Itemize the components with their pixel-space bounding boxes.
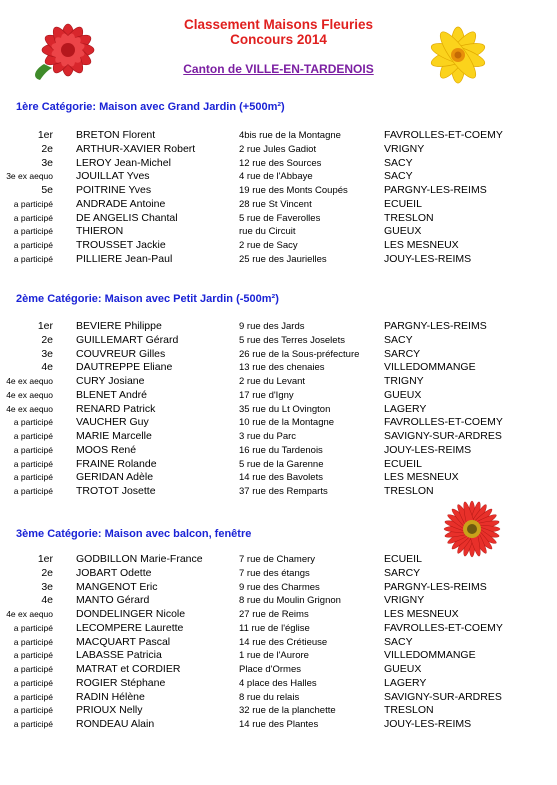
- rank-cell: 4e ex aequo: [6, 389, 53, 400]
- address-cell: 14 rue des Bavolets: [239, 472, 323, 484]
- table-row: [0, 485, 557, 499]
- table-row: [0, 636, 557, 650]
- rank-cell: 2e: [41, 142, 53, 155]
- address-cell: 2 rue de Sacy: [239, 240, 298, 251]
- name-cell: LEROY Jean-Michel: [76, 156, 171, 169]
- rank-cell: a participé: [13, 486, 53, 496]
- table-row: [0, 212, 557, 226]
- address-cell: 27 rue de Reims: [239, 609, 309, 620]
- city-cell: VILLEDOMMANGE: [384, 361, 476, 374]
- name-cell: LECOMPERE Laurette: [76, 621, 184, 634]
- document-subtitle-year: Concours 2014: [230, 32, 327, 47]
- city-cell: SARCY: [384, 347, 421, 360]
- table-row: [0, 157, 557, 171]
- address-cell: 2 rue du Levant: [239, 376, 306, 387]
- table-row: [0, 334, 557, 348]
- rank-cell: a participé: [13, 719, 53, 729]
- name-cell: BRETON Florent: [76, 129, 156, 141]
- canton-heading: Canton de VILLE-EN-TARDENOIS: [183, 62, 374, 76]
- name-cell: BEVIERE Philippe: [76, 320, 162, 332]
- name-cell: DONDELINGER Nicole: [76, 608, 186, 620]
- rank-cell: a participé: [13, 444, 53, 455]
- name-cell: THIERON: [76, 225, 124, 238]
- address-cell: 5 rue des Terres Joselets: [239, 334, 345, 346]
- table-row: [0, 471, 557, 485]
- address-cell: 35 rue du Lt Ovington: [239, 403, 331, 415]
- rank-cell: a participé: [13, 212, 53, 223]
- table-row: [0, 581, 557, 595]
- name-cell: COUVREUR Gilles: [76, 347, 166, 360]
- table-row: [0, 622, 557, 636]
- table-row: [0, 253, 557, 267]
- rank-cell: a participé: [13, 664, 53, 674]
- city-cell: ECUEIL: [384, 457, 422, 470]
- name-cell: CURY Josiane: [76, 375, 145, 387]
- category-3-list: [0, 553, 557, 732]
- city-cell: GUEUX: [384, 225, 422, 238]
- address-cell: 28 rue St Vincent: [239, 198, 312, 210]
- category-1-list: [0, 129, 557, 267]
- city-cell: JOUY-LES-REIMS: [384, 252, 472, 265]
- city-cell: LES MESNEUX: [384, 608, 459, 620]
- rank-cell: 2e: [41, 566, 53, 579]
- table-row: [0, 458, 557, 472]
- name-cell: MOOS René: [76, 443, 137, 456]
- name-cell: JOUILLAT Yves: [76, 170, 150, 183]
- city-cell: SAVIGNY-SUR-ARDRES: [384, 690, 502, 703]
- name-cell: MARIE Marcelle: [76, 430, 152, 442]
- table-row: [0, 361, 557, 375]
- name-cell: RONDEAU Alain: [76, 718, 155, 730]
- address-cell: rue du Circuit: [239, 226, 296, 238]
- rank-cell: 4e: [41, 361, 53, 374]
- address-cell: 10 rue de la Montagne: [239, 417, 335, 429]
- name-cell: JOBART Odette: [76, 566, 152, 579]
- table-row: [0, 170, 557, 184]
- city-cell: FAVROLLES-ET-COEMY: [384, 416, 503, 429]
- name-cell: ARTHUR-XAVIER Robert: [76, 142, 196, 155]
- name-cell: MANGENOT Eric: [76, 580, 158, 593]
- city-cell: TRESLON: [384, 704, 434, 717]
- address-cell: 26 rue de la Sous-préfecture: [239, 348, 360, 360]
- city-cell: SACY: [384, 635, 413, 648]
- name-cell: DE ANGELIS Chantal: [76, 211, 178, 224]
- address-cell: 13 rue des chenaies: [239, 362, 325, 374]
- table-row: [0, 225, 557, 239]
- rank-cell: a participé: [13, 636, 53, 647]
- city-cell: LAGERY: [384, 402, 427, 415]
- address-cell: 4 rue de l'Abbaye: [239, 171, 313, 183]
- document-title: Classement Maisons Fleuries: [183, 17, 374, 32]
- rank-cell: a participé: [13, 240, 53, 250]
- address-cell: 8 rue du Moulin Grignon: [239, 595, 341, 607]
- city-cell: LAGERY: [384, 676, 427, 689]
- address-cell: 9 rue des Jards: [239, 321, 305, 332]
- address-cell: 1 rue de l'Aurore: [239, 650, 309, 662]
- name-cell: GODBILLON Marie-France: [76, 553, 203, 565]
- city-cell: SACY: [384, 156, 413, 169]
- address-cell: 5 rue de Faverolles: [239, 212, 321, 224]
- table-row: [0, 594, 557, 608]
- table-row: [0, 444, 557, 458]
- rank-cell: 4e ex aequo: [6, 609, 53, 619]
- city-cell: TRIGNY: [384, 375, 424, 387]
- category-2-list: [0, 320, 557, 499]
- address-cell: 25 rue des Jaurielles: [239, 253, 327, 265]
- table-row: [0, 608, 557, 622]
- name-cell: GUILLEMART Gérard: [76, 333, 179, 346]
- rank-cell: 4e ex aequo: [6, 376, 53, 386]
- category-1-title: 1ère Catégorie: Maison avec Grand Jardin (+500m²): [16, 101, 285, 113]
- address-cell: 11 rue de l'église: [239, 622, 310, 634]
- name-cell: MANTO Gérard: [76, 594, 150, 607]
- address-cell: 17 rue d'Igny: [239, 389, 294, 401]
- rank-cell: a participé: [13, 431, 53, 441]
- table-row: [0, 691, 557, 705]
- rank-cell: 4e: [41, 594, 53, 607]
- rank-cell: 2e: [41, 333, 53, 346]
- name-cell: MACQUART Pascal: [76, 635, 171, 648]
- name-cell: PRIOUX Nelly: [76, 704, 143, 717]
- table-row: [0, 129, 557, 143]
- table-row: [0, 143, 557, 157]
- address-cell: 4bis rue de la Montagne: [239, 130, 341, 141]
- city-cell: SARCY: [384, 566, 421, 579]
- table-row: [0, 649, 557, 663]
- name-cell: RENARD Patrick: [76, 402, 156, 415]
- city-cell: VRIGNY: [384, 142, 425, 155]
- address-cell: 2 rue Jules Gadiot: [239, 143, 317, 155]
- rank-cell: a participé: [13, 705, 53, 716]
- name-cell: RADIN Hélène: [76, 690, 145, 703]
- city-cell: SACY: [384, 170, 413, 183]
- address-cell: 7 rue de Chamery: [239, 554, 316, 565]
- address-cell: 19 rue des Monts Coupés: [239, 185, 348, 196]
- rank-cell: 3e ex aequo: [6, 171, 53, 182]
- city-cell: LES MESNEUX: [384, 239, 459, 251]
- name-cell: ANDRADE Antoine: [76, 197, 166, 210]
- address-cell: 3 rue du Parc: [239, 431, 297, 442]
- name-cell: VAUCHER Guy: [76, 416, 149, 429]
- table-row: [0, 663, 557, 677]
- table-row: [0, 677, 557, 691]
- table-row: [0, 718, 557, 732]
- table-row: [0, 567, 557, 581]
- name-cell: TROTOT Josette: [76, 485, 156, 497]
- category-2-title: 2ème Catégorie: Maison avec Petit Jardin (-500m²): [16, 293, 279, 305]
- rank-cell: 1er: [37, 129, 53, 141]
- city-cell: VILLEDOMMANGE: [384, 649, 476, 662]
- rank-cell: a participé: [13, 417, 53, 428]
- city-cell: LES MESNEUX: [384, 471, 459, 484]
- table-row: [0, 184, 557, 198]
- address-cell: 14 rue des Crétieuse: [239, 636, 328, 648]
- city-cell: GUEUX: [384, 663, 422, 675]
- city-cell: TRESLON: [384, 485, 434, 497]
- city-cell: SACY: [384, 333, 413, 346]
- address-cell: 7 rue des étangs: [239, 567, 310, 579]
- rank-cell: a participé: [13, 253, 53, 264]
- table-row: [0, 375, 557, 389]
- city-cell: PARGNY-LES-REIMS: [384, 184, 487, 196]
- address-cell: 4 place des Halles: [239, 677, 317, 689]
- address-cell: 8 rue du relais: [239, 691, 300, 703]
- name-cell: BLENET André: [76, 388, 148, 401]
- city-cell: VRIGNY: [384, 594, 425, 607]
- rank-cell: a participé: [13, 622, 53, 633]
- address-cell: 37 rue des Remparts: [239, 486, 328, 497]
- address-cell: Place d'Ormes: [239, 664, 302, 675]
- city-cell: FAVROLLES-ET-COEMY: [384, 129, 503, 141]
- name-cell: POITRINE Yves: [76, 184, 152, 196]
- name-cell: GERIDAN Adèle: [76, 471, 154, 484]
- rank-cell: a participé: [13, 226, 53, 237]
- city-cell: TRESLON: [384, 211, 434, 224]
- name-cell: LABASSE Patricia: [76, 649, 162, 662]
- table-row: [0, 198, 557, 212]
- rank-cell: a participé: [13, 677, 53, 688]
- name-cell: TROUSSET Jackie: [76, 239, 166, 251]
- name-cell: ROGIER Stéphane: [76, 676, 166, 689]
- name-cell: DAUTREPPE Eliane: [76, 361, 173, 374]
- rank-cell: a participé: [13, 458, 53, 469]
- category-3-title: 3ème Catégorie: Maison avec balcon, fenêtre: [16, 528, 252, 540]
- address-cell: 32 rue de la planchette: [239, 705, 336, 717]
- address-cell: 14 rue des Plantes: [239, 719, 319, 730]
- table-row: [0, 389, 557, 403]
- red-gerbera-flower: [440, 497, 504, 561]
- table-row: [0, 553, 557, 567]
- address-cell: 12 rue des Sources: [239, 157, 322, 169]
- city-cell: ECUEIL: [384, 553, 422, 565]
- address-cell: 5 rue de la Garenne: [239, 458, 324, 470]
- city-cell: JOUY-LES-REIMS: [384, 718, 472, 730]
- name-cell: PILLIERE Jean-Paul: [76, 252, 173, 265]
- rank-cell: a participé: [13, 691, 53, 702]
- city-cell: JOUY-LES-REIMS: [384, 443, 472, 456]
- rank-cell: 3e: [41, 156, 53, 169]
- name-cell: MATRAT et CORDIER: [76, 663, 181, 675]
- rank-cell: 1er: [37, 320, 53, 332]
- city-cell: PARGNY-LES-REIMS: [384, 580, 487, 593]
- rank-cell: 5e: [41, 184, 53, 196]
- address-cell: 9 rue des Charmes: [239, 581, 320, 593]
- address-cell: 16 rue du Tardenois: [239, 444, 323, 456]
- city-cell: ECUEIL: [384, 197, 422, 210]
- city-cell: PARGNY-LES-REIMS: [384, 320, 487, 332]
- city-cell: SAVIGNY-SUR-ARDRES: [384, 430, 502, 442]
- table-row: [0, 704, 557, 718]
- name-cell: FRAINE Rolande: [76, 457, 157, 470]
- rank-cell: 3e: [41, 347, 53, 360]
- rank-cell: a participé: [13, 198, 53, 209]
- rank-cell: a participé: [13, 472, 53, 483]
- rank-cell: 4e ex aequo: [6, 403, 53, 414]
- city-cell: GUEUX: [384, 388, 422, 401]
- rank-cell: a participé: [13, 650, 53, 661]
- table-row: [0, 239, 557, 253]
- rank-cell: 3e: [41, 580, 53, 593]
- city-cell: FAVROLLES-ET-COEMY: [384, 621, 503, 634]
- table-row: [0, 348, 557, 362]
- table-row: [0, 416, 557, 430]
- rank-cell: 1er: [37, 553, 53, 565]
- table-row: [0, 430, 557, 444]
- table-row: [0, 320, 557, 334]
- table-row: [0, 403, 557, 417]
